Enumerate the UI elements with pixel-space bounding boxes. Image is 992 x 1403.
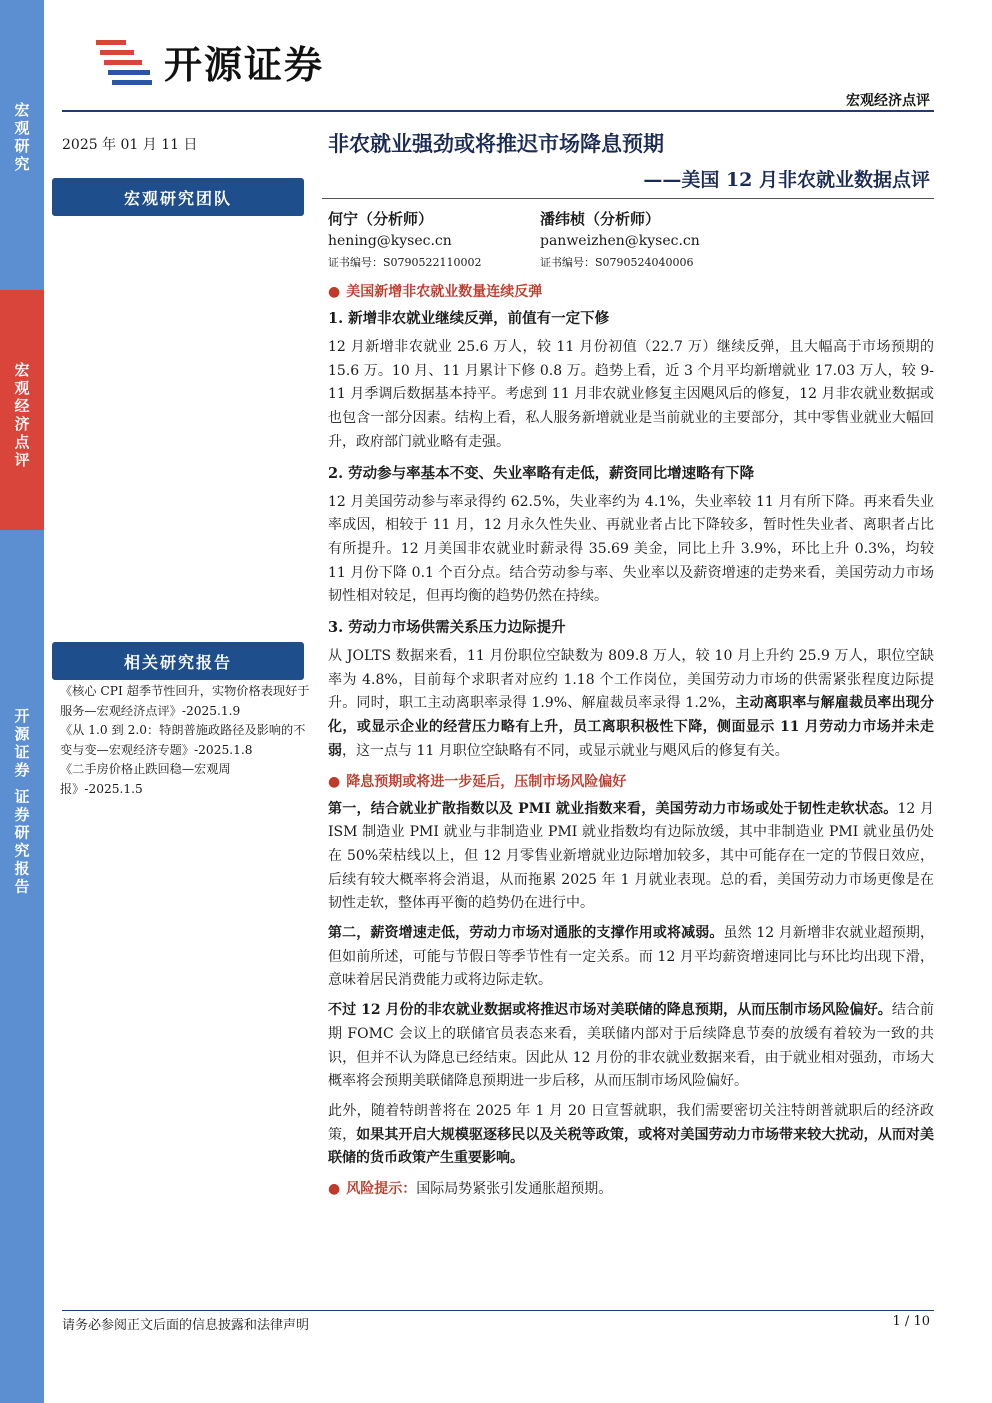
page-number: 1 / 10 [892, 1314, 930, 1329]
report-title: 非农就业强劲或将推迟市场降息预期 [328, 131, 664, 156]
header-rule [62, 110, 934, 112]
analyst-name: 潘纬桢（分析师） [540, 210, 661, 228]
title-rule [322, 198, 934, 199]
related-report-link[interactable]: 《核心 CPI 超季节性回升，实物价格表现好于服务—宏观经济点评》-2025.1.9 [60, 684, 310, 718]
related-reports-list [60, 682, 312, 799]
paragraph: 第一，结合就业扩散指数以及 PMI 就业指数来看，美国劳动力市场或处于韧性走软状态。12 月 ISM 制造业 PMI 就业与非制造业 PMI 就业指数均有边际放缓，其中非制造业 PMI 就业虽仍处在 50%荣枯线以上，但 12 月零售业新增就业边际增加较多，其中可能存在一定的节假日效应，后续有较大概率将会消退，从而拖累 2025 年 1 月就业表现。总的看，美国劳动力市场更像是在韧性走软，整体再平衡的趋势仍在进行中。 [328, 800, 934, 912]
side-segment-label: 开源证券 证券研究报告 [12, 708, 31, 897]
analyst-cert: 证书编号：S0790522110002 [328, 256, 482, 269]
paragraph: 12 月新增非农就业 25.6 万人，较 11 月份初值（22.7 万）继续反弹，且大幅高于市场预期的 15.6 万。10 月、11 月累计下修 0.8 万。趋势上看，近 3 个月平均新增就业 17.03 万人，较 9-11 月季调后数据基本持平。考虑到 11 月非农就业修复主因飓风后的修复，12 月非农就业数据或也包含一部分因素。结构上看，私人服务新增就业是当前就业的主要部分，其中零售业就业大幅回升，政府部门就业略有走强。 [328, 339, 934, 450]
section-bullet-heading: ● 美国新增非农就业数量连续反弹 [328, 284, 543, 300]
analyst-card [540, 208, 700, 274]
paragraph: 第二，薪资增速走低，劳动力市场对通胀的支撑作用或将减弱。虽然 12 月新增非农就业超预期，但如前所述，可能与节假日等季节性有一定关系。而 12 月平均薪资增速同比与环比均出现下滑，意味着居民消费能力或将边际走软。 [328, 925, 935, 989]
bullet-dot-icon: ● [328, 773, 341, 790]
report-category: 宏观经济点评 [846, 93, 930, 109]
side-strip [0, 0, 44, 1403]
paragraph: 此外，随着特朗普将在 2025 年 1 月 20 日宣誓就职，我们需要密切关注特朗普就职后的经济政策，如果其开启大规模驱逐移民以及关税等政策，或将对美国劳动力市场带来较大扰动，从而对美联储的货币政策产生重要影响。 [328, 1102, 935, 1167]
paragraph: 不过 12 月份的非农就业数据或将推迟市场对美联储的降息预期，从而压制市场风险偏好。结合前期 FOMC 会议上的联储官员表态来看，美联储内部对于后续降息节奏的放缓有着较为一致的共识，但并不认为降息已经结束。因此从 12 月份的非农就业数据来看，由于就业相对强劲，市场大概率将会预期美联储降息预期进一步后移，从而压制市场风险偏好。 [328, 1002, 935, 1090]
section-heading: 3. 劳动力市场供需关系压力边际提升 [328, 619, 566, 637]
footer-rule [62, 1310, 934, 1311]
footer-disclaimer: 请务必参阅正文后面的信息披露和法律声明 [62, 1318, 310, 1333]
analyst-email[interactable]: hening@kysec.cn [328, 233, 452, 249]
analyst-card [328, 208, 482, 274]
company-name: 开源证券 [164, 42, 325, 87]
report-subtitle: ——美国 12 月非农就业数据点评 [643, 169, 930, 191]
side-segment-macro-research [0, 0, 44, 290]
side-segment-label: 宏观经济点评 [12, 362, 31, 470]
section-heading: 1. 新增非农就业继续反弹，前值有一定下修 [328, 310, 610, 327]
bullet-dot-icon: ● [328, 284, 341, 300]
side-segment-label: 宏观研究 [12, 102, 31, 174]
logo-mark-icon [90, 36, 154, 86]
team-title: 宏观研究团队 [52, 178, 304, 216]
related-report-link[interactable]: 《二手房价格止跌回稳—宏观周报》-2025.1.5 [60, 762, 231, 796]
side-segment-report [0, 530, 44, 1403]
analyst-cert: 证书编号：S0790524040006 [540, 256, 694, 269]
paragraph: 从 JOLTS 数据来看，11 月份职位空缺数为 809.8 万人，较 10 月上升约 25.9 万人，职位空缺率为 4.8%，目前每个求职者对应约 1.18 个工作岗位，美国劳动力市场的供需紧张程度边际提升。同时，职工主动离职率录得 1.9%、解雇裁员率录得 1.2%，主动离职率与解雇裁员率出现分化，或显示企业的经营压力略有上升，员工离职积极性下降，侧面显示 11 月劳动力市场并未走弱，这一点与 11 月职位空缺略有不同，或显示就业与飓风后的修复有关。 [328, 648, 934, 759]
risk-warning: ● 风险提示：国际局势紧张引发通胀超预期。 [328, 1181, 613, 1198]
analyst-email[interactable]: panweizhen@kysec.cn [540, 233, 700, 249]
section-bullet-heading: ● 降息预期或将进一步延后，压制市场风险偏好 [328, 773, 627, 790]
section-heading: 2. 劳动参与率基本不变、失业率略有走低，薪资同比增速略有下降 [328, 464, 755, 482]
main-content [328, 280, 934, 1201]
related-reports-title: 相关研究报告 [52, 642, 304, 680]
side-segment-macro-review [0, 290, 44, 530]
bullet-dot-icon: ● [328, 1181, 341, 1198]
related-report-link[interactable]: 《从 1.0 到 2.0：特朗普施政路径及影响的不变与变—宏观经济专题》-2025.1.8 [60, 723, 306, 757]
paragraph: 12 月美国劳动参与率录得约 62.5%，失业率约为 4.1%，失业率较 11 月有所下降。再来看失业率成因，相较于 11 月，12 月永久性失业、再就业者占比下降较多，暂时性失业者、离职者占比有所提升。12 月美国非农就业时薪录得 35.69 美金，同比上升 3.9%，环比上升 0.3%，均较 11 月份下降 0.1 个百分点。结合劳动参与率、失业率以及薪资增速的走势来看，美国劳动力市场韧性相对较足，但再均衡的趋势仍然在持续。 [328, 493, 934, 605]
company-logo [90, 36, 324, 86]
report-date: 2025 年 01 月 11 日 [62, 137, 198, 153]
analyst-name: 何宁（分析师） [328, 210, 434, 228]
